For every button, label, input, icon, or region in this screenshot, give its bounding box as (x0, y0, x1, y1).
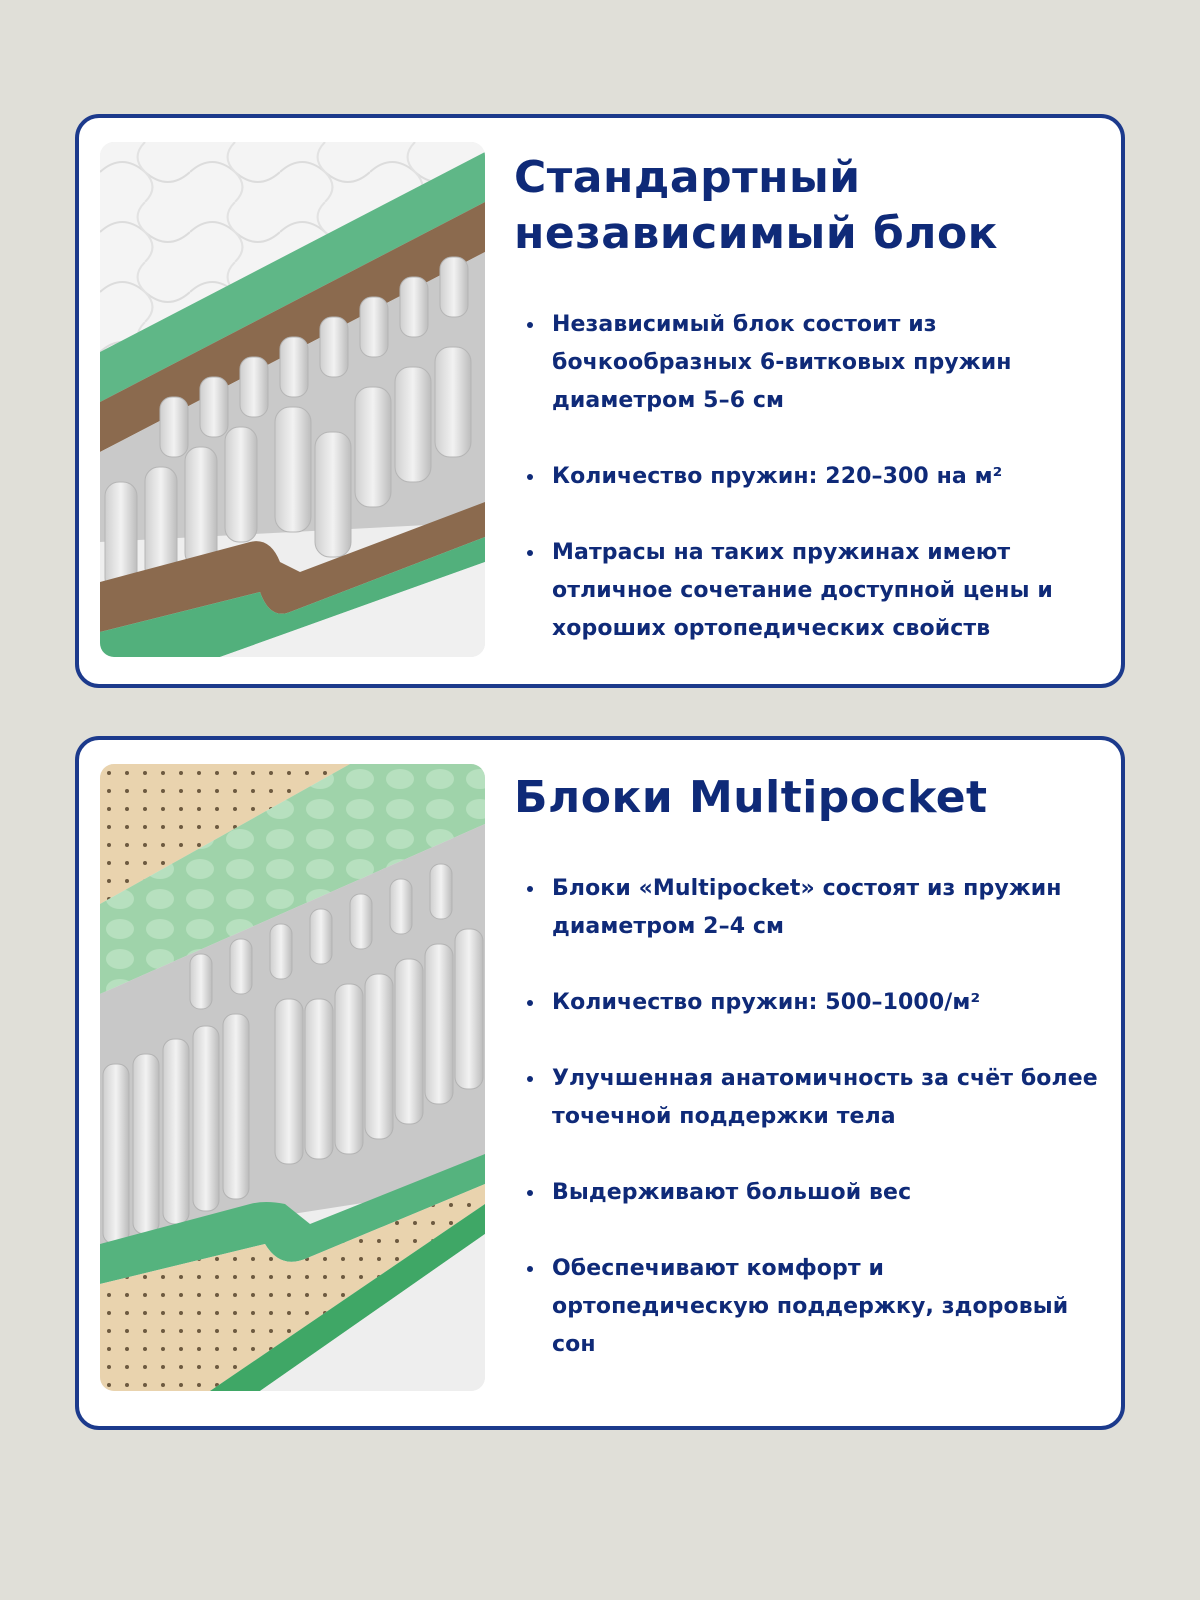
feature-item (514, 1060, 1101, 1136)
feature-list (514, 306, 1101, 648)
mattress-illustration-icon (100, 142, 485, 657)
bullet-icon (527, 1076, 533, 1082)
info-card-multipocket (75, 736, 1125, 1430)
card-title-line-1: Стандартный (514, 152, 861, 203)
feature-text: Выдерживают большой вес (552, 1180, 912, 1205)
mattress-illustration-icon (100, 764, 485, 1391)
feature-item (514, 1250, 1101, 1364)
feature-list (514, 870, 1101, 1364)
bullet-icon (527, 1000, 533, 1006)
bullet-icon (527, 322, 533, 328)
card-title (514, 150, 1101, 262)
feature-text: Количество пружин: 220–300 на м² (552, 464, 1003, 489)
feature-text: Количество пружин: 500–1000/м² (552, 990, 981, 1015)
feature-item (514, 984, 1101, 1022)
card-text-multipocket (514, 770, 1101, 1402)
feature-text: Независимый блок состоит из бочкообразных 6-витковых пружин диаметром 5–6 см (552, 312, 1012, 413)
card-title-line-2: независимый блок (514, 208, 999, 259)
feature-item (514, 458, 1101, 496)
mattress-cutaway-image-standard (100, 142, 485, 657)
mattress-cutaway-image-multipocket (100, 764, 485, 1391)
bullet-icon (527, 1266, 533, 1272)
bullet-icon (527, 1190, 533, 1196)
feature-text: Обеспечивают комфорт и ортопедическую поддержку, здоровый сон (552, 1256, 1069, 1357)
card-title (514, 770, 1101, 826)
card-text-standard (514, 150, 1101, 686)
info-card-standard-block (75, 114, 1125, 688)
feature-text: Блоки «Multipocket» состоят из пружин диаметром 2–4 см (552, 876, 1062, 939)
bullet-icon (527, 886, 533, 892)
feature-text: Улучшенная анатомичность за счёт более точечной поддержки тела (552, 1066, 1098, 1129)
feature-item (514, 306, 1101, 420)
feature-item (514, 1174, 1101, 1212)
feature-item (514, 534, 1101, 648)
bullet-icon (527, 550, 533, 556)
card-title-line-1: Блоки Multipocket (514, 772, 988, 823)
feature-text: Матрасы на таких пружинах имеют отличное сочетание доступной цены и хороших ортопедических свойств (552, 540, 1053, 641)
feature-item (514, 870, 1101, 946)
bullet-icon (527, 474, 533, 480)
